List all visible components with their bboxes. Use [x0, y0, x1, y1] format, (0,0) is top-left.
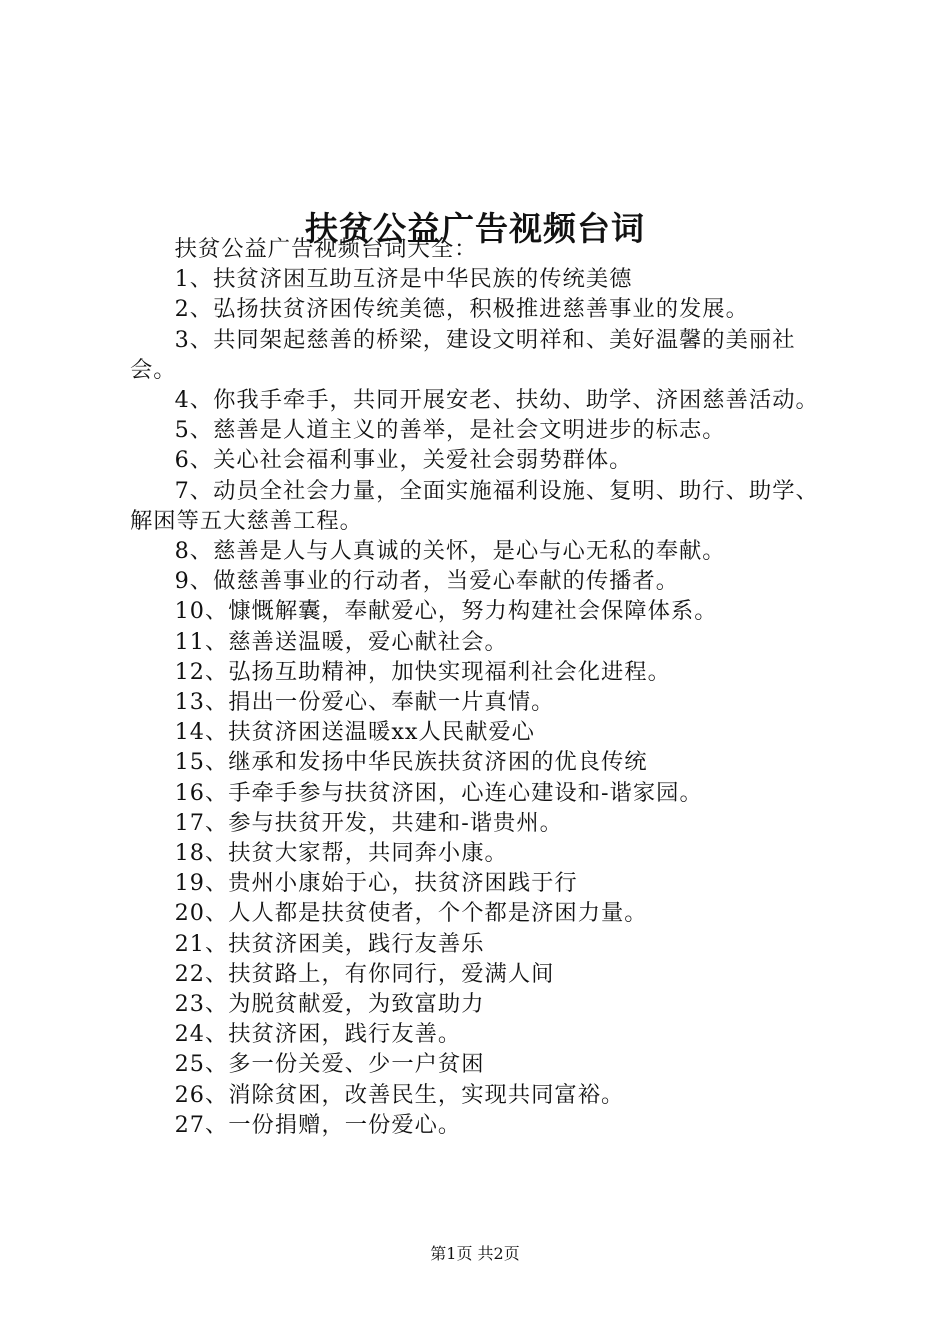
slogan-10: 10、慷慨解囊，奉献爱心，努力构建社会保障体系。: [174, 598, 718, 625]
slogan-16: 16、手牵手参与扶贫济困，心连心建设和-谐家园。: [174, 779, 703, 806]
slogan-27: 27、一份捐赠，一份爱心。: [174, 1111, 462, 1138]
slogan-24: 24、扶贫济困，践行友善。: [174, 1021, 462, 1048]
document-body: [130, 234, 830, 1140]
paragraph-intro: 扶贫公益广告视频台词大全：: [174, 236, 478, 262]
page-number-footer: 第1页 共2页: [430, 1244, 520, 1263]
slogan-9: 9、做慈善事业的行动者，当爱心奉献的传播者。: [174, 568, 680, 595]
slogan-23: 23、为脱贫献爱，为致富助力: [174, 991, 485, 1018]
slogan-6: 6、关心社会福利事业，关爱社会弱势群体。: [174, 447, 633, 474]
slogan-5: 5、慈善是人道主义的善举，是社会文明进步的标志。: [174, 417, 726, 444]
slogan-22: 22、扶贫路上，有你同行，爱满人间: [174, 960, 555, 987]
slogan-17: 17、参与扶贫开发，共建和-谐贵州。: [174, 809, 563, 836]
slogan-20: 20、人人都是扶贫使者，个个都是济困力量。: [174, 900, 648, 927]
slogan-18: 18、扶贫大家帮，共同奔小康。: [174, 840, 508, 867]
slogan-26: 26、消除贫困，改善民生，实现共同富裕。: [174, 1081, 625, 1108]
slogan-4: 4、你我手牵手，共同开展安老、扶幼、助学、济困慈善活动。: [174, 387, 819, 414]
slogan-19: 19、贵州小康始于心，扶贫济困践于行: [174, 870, 578, 897]
document-title: 扶贫公益广告视频台词: [305, 209, 645, 249]
slogan-11: 11、慈善送温暖，爱心献社会。: [174, 628, 508, 655]
slogan-7: 7、动员全社会力量，全面实施福利设施、复明、助行、助学、解困等五大慈善工程。: [130, 477, 819, 534]
slogan-14: 14、扶贫济困送温暖xx人民献爱心: [174, 719, 535, 746]
slogan-1: 1、扶贫济困互助互济是中华民族的传统美德: [174, 266, 633, 293]
slogan-25: 25、多一份关爱、少一户贫困: [174, 1051, 485, 1078]
slogan-13: 13、捐出一份爱心、奉献一片真情。: [174, 689, 555, 716]
slogan-2: 2、弘扬扶贫济困传统美德，积极推进慈善事业的发展。: [174, 296, 749, 323]
slogan-3: 3、共同架起慈善的桥梁，建设文明祥和、美好温馨的美丽社会。: [130, 326, 796, 383]
slogan-21: 21、扶贫济困美，践行友善乐: [174, 930, 485, 957]
slogan-15: 15、继承和发扬中华民族扶贫济困的优良传统: [174, 749, 648, 776]
slogan-8: 8、慈善是人与人真诚的关怀，是心与心无私的奉献。: [174, 538, 726, 565]
slogan-12: 12、弘扬互助精神，加快实现福利社会化进程。: [174, 658, 671, 685]
